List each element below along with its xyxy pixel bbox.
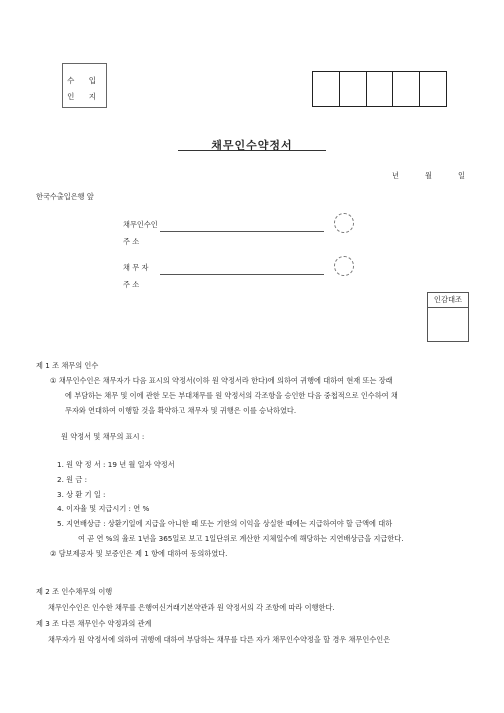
debtor-seal-circle	[334, 256, 354, 276]
assignee-address-label: 주 소	[123, 237, 140, 246]
article1-subheading: 원 약정서 및 채무의 표시 :	[61, 432, 145, 441]
date-month-label: 월	[425, 171, 432, 180]
debtor-address-label: 주 소	[123, 280, 140, 289]
article1-para1-line1: ① 채무인수인은 채무자가 다음 표시의 약정서(이하 원 약정서라 한다)에 의하여 귀행에 대하여 현재 또는 장래	[50, 376, 393, 385]
title-underline	[178, 150, 326, 151]
debtor-name-line	[160, 274, 324, 275]
number-grid	[312, 71, 447, 107]
article1-para1-line3: 무자와 연대하여 이행할 것을 확약하고 채무자 및 귀행은 이를 승낙하였다.	[65, 406, 297, 415]
article1-item1: 1. 원 약 정 서 : 19 년 월 일자 약정서	[57, 460, 175, 469]
debtor-label: 채 무 자	[123, 263, 149, 272]
article2-body: 채무인수인은 인수한 채무를 은행여신거래기본약관과 원 약정서의 각 조항에 따라 이행한다.	[48, 603, 335, 612]
seal-comparison-label: 인감대조	[428, 293, 468, 308]
stamp-label-line1: 수 입	[67, 76, 102, 85]
article3-body: 채무자가 원 약정서에 의하여 귀행에 대하여 부담하는 채무를 다른 자가 채무인수약정을 할 경우 채무인수인은	[48, 635, 391, 644]
grid-cell	[313, 72, 340, 106]
assignee-seal-circle	[334, 213, 354, 233]
grid-cell	[340, 72, 367, 106]
addressee: 한국수출입은행 앞	[36, 192, 94, 201]
grid-cell	[393, 72, 420, 106]
article1-heading: 제 1 조 채무의 인수	[36, 361, 99, 370]
stamp-label-line2: 인 지	[67, 92, 102, 101]
article1-item3: 3. 상 환 기 일 :	[57, 490, 106, 499]
article1-item5-line1: 5. 지연배상금 : 상환기일에 지급을 아니한 때 또는 기한의 이익을 상실한 때에는 지급하여야 할 금액에 대하	[57, 519, 393, 528]
document-title: 채무인수약정서	[211, 139, 293, 152]
assignee-name-line	[160, 231, 324, 232]
article2-heading: 제 2 조 인수채무의 이행	[36, 587, 113, 596]
article1-para1-line2: 에 부담하는 채무 및 이에 관한 모든 부대채무를 원 약정서의 각조항을 승인한 다음 중첩적으로 인수하여 채	[65, 391, 398, 400]
article1-para2: ② 담보제공자 및 보증인은 제 1 항에 대하여 동의하였다.	[50, 549, 228, 558]
date-year-label: 년	[392, 171, 399, 180]
date-day-label: 일	[458, 171, 465, 180]
seal-comparison-box	[427, 292, 469, 342]
revenue-stamp-box	[62, 63, 107, 108]
grid-cell	[367, 72, 394, 106]
article1-item5-line2: 여 곧 연 %의 율로 1년을 365일로 보고 1일단위로 계산한 지체일수에 해당하는 지연배상금을 지급한다.	[78, 534, 404, 543]
article3-heading: 제 3 조 다른 채무인수 약정과의 관계	[36, 619, 152, 628]
article1-item2: 2. 원 금 :	[57, 475, 88, 484]
assignee-label: 채무인수인	[123, 220, 158, 229]
grid-cell	[420, 72, 446, 106]
article1-item4: 4. 이자율 및 지급시기 : 연 %	[57, 504, 150, 513]
